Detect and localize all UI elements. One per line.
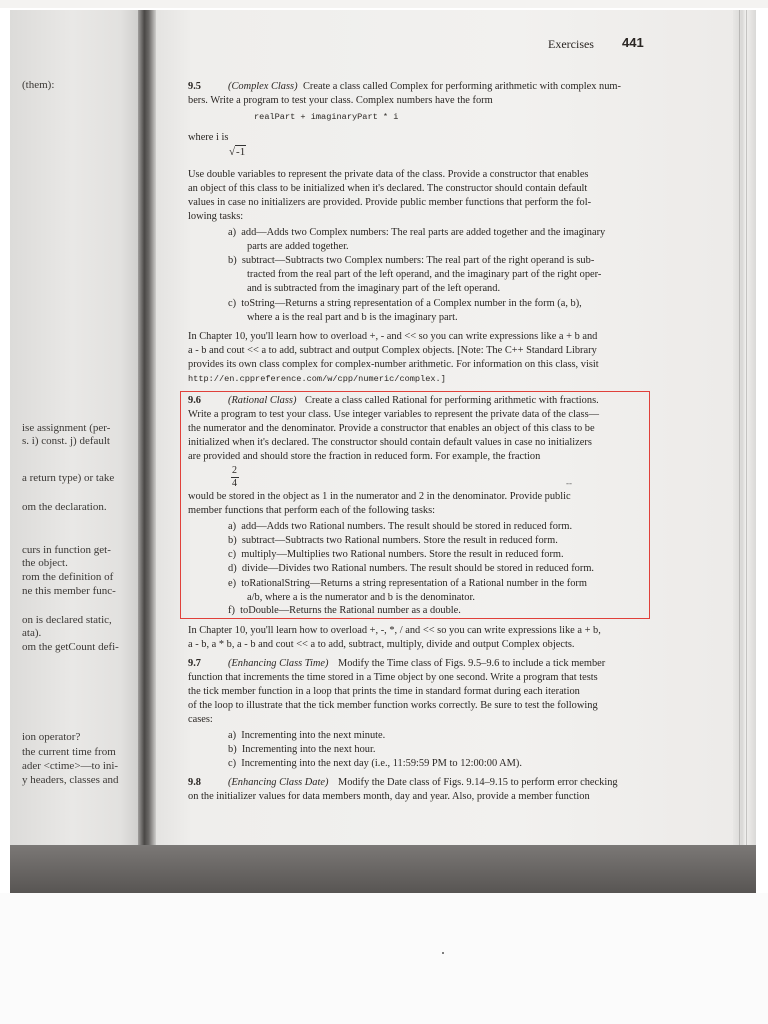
task-item: e) toRationalString—Returns a string representation of a Rational number in the form [228, 578, 587, 589]
book-gutter [138, 10, 156, 845]
task-item: d) divide—Divides two Rational numbers. The result should be stored in reduced form. [228, 563, 595, 574]
stray-dash: -- [566, 478, 572, 488]
text-line: a - b, a * b, a - b and cout << a to add, subtract, multiply, divide and output Complex objects. [188, 639, 575, 650]
text-line: would be stored in the object as 1 in the numerator and 2 in the denominator. Provide public [188, 491, 571, 502]
text-line: are provided and should store the fraction in reduced form. For example, the fraction [188, 451, 541, 462]
left-page-line: rom the definition of [22, 571, 114, 583]
exercise-number: 9.8 [188, 777, 201, 788]
left-page-line: om the declaration. [22, 501, 107, 513]
text-line: values in case no initializers are provided. Provide public member functions that perform the fol- [188, 197, 592, 208]
task-item-cont: tracted from the real part of the left operand, and the imaginary part of the right oper- [247, 269, 602, 280]
left-page-line: ader <ctime>—to ini- [22, 760, 119, 772]
text-line: provides its own class complex for complex-number arithmetic. For information on this class, visit [188, 359, 599, 370]
left-page-line: s. i) const. j) default [22, 435, 110, 447]
left-page-line: om the getCount defi- [22, 641, 119, 653]
left-page-line: curs in function get- [22, 544, 111, 556]
running-title: Exercises [548, 37, 594, 51]
text-line: bers. Write a program to test your class. Complex numbers have the form [188, 95, 493, 106]
exercise-number: 9.7 [188, 658, 201, 669]
page-number: 441 [622, 35, 644, 50]
task-item: a) add—Adds two Rational numbers. The result should be stored in reduced form. [228, 521, 573, 532]
text-line: Use double variables to represent the private data of the class. Provide a constructor that enables [188, 169, 589, 180]
sqrt-expression: √-1 [229, 146, 246, 158]
task-item: c) multiply—Multiplies two Rational numbers. Store the result in reduced form. [228, 549, 564, 560]
exercise-title: (Complex Class) [228, 81, 298, 92]
text-line: on the initializer values for data members month, day and year. Also, provide a member function [188, 791, 590, 802]
task-item: b) subtract—Subtracts two Complex numbers: The real part of the right operand is sub- [228, 255, 595, 266]
left-page-line: a return type) or take [22, 472, 115, 484]
text-line: the numerator and the denominator. Provide a constructor that enables an object of this class to be [188, 423, 595, 434]
exercise-title: (Enhancing Class Date) [228, 777, 329, 788]
task-item: b) Incrementing into the next hour. [228, 744, 376, 755]
text-line: function that increments the time stored in a Time object by one second. Write a program that tests [188, 672, 598, 683]
reference-url: http://en.cppreference.com/w/cpp/numeric/complex.] [188, 374, 446, 384]
text-line: a - b and cout << a to add, subtract and output Complex objects. [Note: The C++ Standard Library [188, 345, 597, 356]
scan-top-margin [0, 0, 768, 8]
left-page-line: ion operator? [22, 731, 81, 743]
left-page-line: on is declared static, [22, 614, 112, 626]
task-item-cont: where a is the real part and b is the imaginary part. [247, 312, 458, 323]
left-page-line: the current time from [22, 746, 116, 758]
task-item: c) Incrementing into the next day (i.e., 11:59:59 PM to 12:00:00 AM). [228, 758, 522, 769]
text-line: Create a class called Complex for performing arithmetic with complex num- [303, 81, 621, 92]
text-line: cases: [188, 714, 213, 725]
left-page-line: the object. [22, 557, 68, 569]
fraction-numerator: 2 [232, 465, 237, 476]
left-page-line: ise assignment (per- [22, 422, 111, 434]
task-item: f) toDouble—Returns the Rational number as a double. [228, 605, 461, 616]
text-line: an object of this class to be initialized when it's declared. The constructor should contain default [188, 183, 588, 194]
sqrt-radicand: -1 [236, 146, 246, 158]
task-item: b) subtract—Subtracts two Rational numbers. Store the result in reduced form. [228, 535, 558, 546]
left-page-line: (them): [22, 79, 55, 91]
task-item: c) toString—Returns a string representation of a Complex number in the form (a, b), [228, 298, 582, 309]
text-line: Create a class called Rational for performing arithmetic with fractions. [305, 395, 599, 406]
exercise-title: (Enhancing Class Time) [228, 658, 329, 669]
text-line: Modify the Date class of Figs. 9.14–9.15 to perform error checking [338, 777, 618, 788]
text-line: where i is [188, 132, 229, 143]
left-page-line: y headers, classes and [22, 774, 119, 786]
task-item-cont: and is subtracted from the imaginary part of the left operand. [247, 283, 501, 294]
text-line: the tick member function in a loop that prints the time in standard format during each iteration [188, 686, 580, 697]
fraction-denominator: 4 [232, 478, 237, 489]
left-page-line: ata). [22, 627, 42, 639]
text-line: member functions that perform each of the following tasks: [188, 505, 435, 516]
left-page [10, 10, 148, 845]
text-line: lowing tasks: [188, 211, 244, 222]
exercise-title: (Rational Class) [228, 395, 297, 406]
text-line: In Chapter 10, you'll learn how to overload +, - and << so you can write expressions like a + b and [188, 331, 598, 342]
text-line: Modify the Time class of Figs. 9.5–9.6 to include a tick member [338, 658, 606, 669]
scan-bottom-margin [0, 893, 768, 1024]
scan-speck [442, 952, 444, 954]
book-bottom-shadow [10, 845, 756, 893]
task-item-cont: parts are added together. [247, 241, 349, 252]
text-line: of the loop to illustrate that the tick member function works correctly. Be sure to test the following [188, 700, 598, 711]
exercise-number: 9.5 [188, 81, 201, 92]
task-item-cont: a/b, where a is the numerator and b is the denominator. [247, 592, 475, 603]
code-form: realPart + imaginaryPart * i [254, 112, 399, 122]
text-line: initialized when it's declared. The constructor should contain default values in case no initializers [188, 437, 592, 448]
text-line: In Chapter 10, you'll learn how to overload +, -, *, / and << so you can write expressions like a + b, [188, 625, 601, 636]
task-item: a) Incrementing into the next minute. [228, 730, 386, 741]
left-page-line: ne this member func- [22, 585, 116, 597]
page-edges [733, 10, 756, 845]
text-line: Write a program to test your class. Use integer variables to represent the private data of the class— [188, 409, 600, 420]
exercise-number: 9.6 [188, 395, 201, 406]
task-item: a) add—Adds two Complex numbers: The real parts are added together and the imaginary [228, 227, 606, 238]
